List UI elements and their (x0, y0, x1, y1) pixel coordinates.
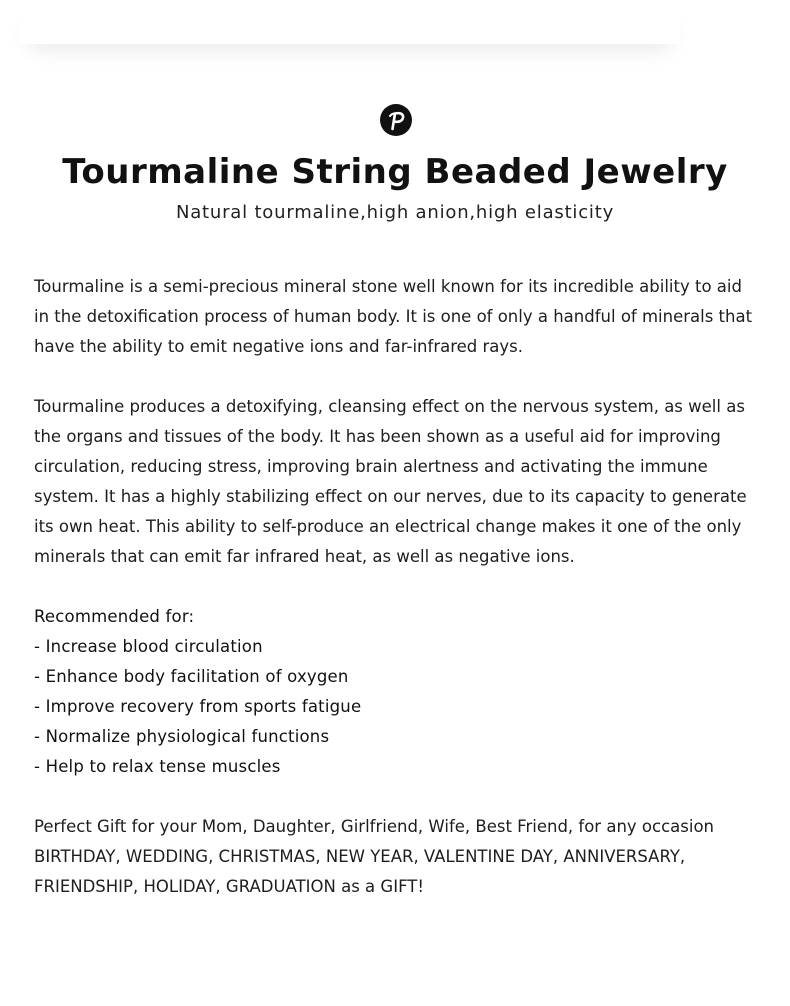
p-circle-logo-icon (380, 104, 412, 136)
paragraph-1-line-3: have the ability to emit negative ions and far-infrared rays. (34, 337, 524, 356)
paragraph-2-line-3: circulation, reducing stress, improving brain alertness and activating the immune (34, 457, 708, 476)
paragraph-spacer (34, 572, 772, 602)
paragraph-2-line-5: its own heat. This ability to self-produce an electrical change makes it one of the only (34, 517, 742, 536)
page-title: Tourmaline String Beaded Jewelry (62, 152, 728, 192)
recommended-item: - Improve recovery from sports fatigue (34, 697, 362, 716)
paragraph-2-line-2: the organs and tissues of the body. It has been shown as a useful aid for improving (34, 427, 721, 446)
recommended-item: - Help to relax tense muscles (34, 757, 281, 776)
gift-line-1: Perfect Gift for your Mom, Daughter, Girlfriend, Wife, Best Friend, for any occasion (34, 817, 714, 836)
p-logo-glyph (380, 104, 412, 136)
paragraph-2-line-1: Tourmaline produces a detoxifying, cleansing effect on the nervous system, as well as (34, 397, 745, 416)
gift-line-2: BIRTHDAY, WEDDING, CHRISTMAS, NEW YEAR, VALENTINE DAY, ANNIVERSARY, (34, 847, 686, 866)
paragraph-spacer (34, 362, 772, 392)
recommended-heading: Recommended for: (34, 607, 195, 626)
gift-line-3: FRIENDSHIP, HOLIDAY, GRADUATION as a GIFT! (34, 877, 424, 896)
paragraph-spacer (34, 782, 772, 812)
paragraph-1-line-1: Tourmaline is a semi-precious mineral stone well known for its incredible ability to aid (34, 277, 742, 296)
paragraph-2-line-6: minerals that can emit far infrared heat, as well as negative ions. (34, 547, 575, 566)
recommended-item: - Increase blood circulation (34, 637, 263, 656)
top-shadow-divider (20, 0, 680, 44)
description-content (34, 272, 772, 902)
page-subtitle: Natural tourmaline,high anion,high elasticity (175, 202, 615, 223)
paragraph-2-line-4: system. It has a highly stabilizing effect on our nerves, due to its capacity to generate (34, 487, 747, 506)
recommended-item: - Normalize physiological functions (34, 727, 330, 746)
recommended-item: - Enhance body facilitation of oxygen (34, 667, 349, 686)
paragraph-1-line-2: in the detoxification process of human body. It is one of only a handful of minerals that (34, 307, 753, 326)
